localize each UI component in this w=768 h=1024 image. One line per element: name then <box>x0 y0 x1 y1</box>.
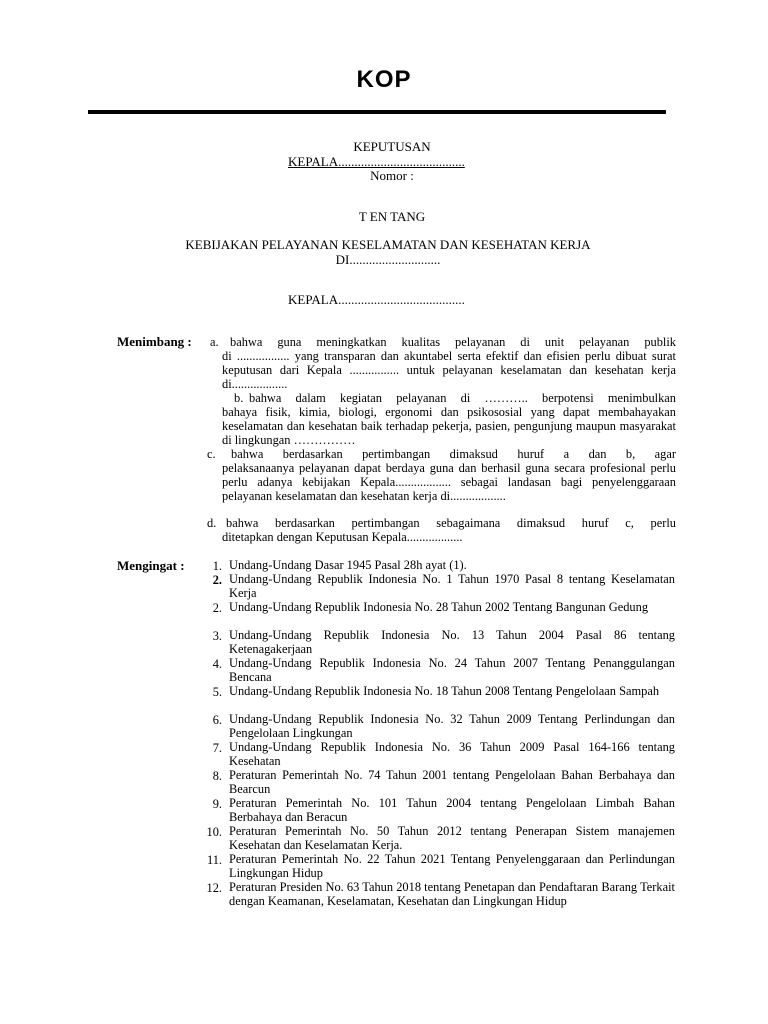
mengingat-num: 4. <box>212 657 222 671</box>
mengingat-num: 9. <box>212 797 222 811</box>
tentang-line: T EN TANG <box>358 209 426 224</box>
mengingat-num: 2. <box>212 573 222 587</box>
judul-line-1: KEBIJAKAN PELAYANAN KESELAMATAN DAN KESEHATAN KERJA <box>185 237 591 252</box>
mengingat-num: 3. <box>212 629 222 643</box>
mengingat-num: 2. <box>212 601 222 615</box>
mengingat-num: 8. <box>212 769 222 783</box>
keputusan-title: KEPUTUSAN <box>353 139 431 154</box>
mengingat-item: Peraturan Presiden No. 63 Tahun 2018 tentang Penetapan dan Pendaftaran Barang Terkait dengan Keamanan, Keselamatan, Kesehatan dan Lingkungan Hidup <box>229 880 675 908</box>
mengingat-item: Undang-Undang Republik Indonesia No. 32 Tahun 2009 Tentang Perlindungan dan Pengelolaan Lingkungan <box>229 712 675 740</box>
judul-line-2: DI............................ <box>335 252 441 267</box>
menimbang-item-d: bahwa berdasarkan pertimbangan sebagaimana dimaksud huruf c, perlu ditetapkan dengan Keputusan Kepala.................. <box>222 516 676 544</box>
nomor-line: Nomor : <box>370 168 414 183</box>
menimbang-letter-d: d. <box>207 516 217 530</box>
menimbang-item-c: bahwa berdasarkan pertimbangan dimaksud huruf a dan b, agar pelaksanaanya pelayanan dapat berdaya guna dan berhasil guna secara profesional perlu perlu adanya kebijakan Kepala.................. sebagai landasan bagi penyelenggaraan pelayanan keselamatan dan kesehatan kerja di.................. <box>222 447 676 503</box>
mengingat-item: Peraturan Pemerintah No. 22 Tahun 2021 Tentang Penyelenggaraan dan Perlindungan Lingkungan Hidup <box>229 852 675 880</box>
menimbang-item-b: bahwa dalam kegiatan pelayanan di ……….. berpotensi menimbulkan bahaya fisik, kimia, biologi, ergonomi dan psikososial yang dapat membahayakan keselamatan dan kesehatan baik terhadap pekerja, pasien, pengunjung maupun masyarakat di lingkungan …………… <box>222 391 676 447</box>
menimbang-letter-a: a. <box>210 335 219 349</box>
mengingat-num: 11. <box>206 853 222 867</box>
kop-divider <box>88 110 666 114</box>
kepala-line: KEPALA....................................... <box>288 154 465 169</box>
kop-heading: KOP <box>356 66 412 93</box>
mengingat-item: Undang-Undang Republik Indonesia No. 13 Tahun 2004 Pasal 86 tentang Ketenagakerjaan <box>229 628 675 656</box>
mengingat-item: Undang-Undang Republik Indonesia No. 24 Tahun 2007 Tentang Penanggulangan Bencana <box>229 656 675 684</box>
mengingat-item: Undang-Undang Republik Indonesia No. 28 Tahun 2002 Tentang Bangunan Gedung <box>229 600 649 614</box>
kepala-line-2: KEPALA....................................... <box>288 292 465 307</box>
mengingat-item: Undang-Undang Republik Indonesia No. 18 Tahun 2008 Tentang Pengelolaan Sampah <box>229 684 660 698</box>
mengingat-item: Peraturan Pemerintah No. 50 Tahun 2012 tentang Penerapan Sistem manajemen Kesehatan dan Keselamatan Kerja. <box>229 824 675 852</box>
mengingat-num: 10. <box>206 825 222 839</box>
mengingat-item: Undang-Undang Dasar 1945 Pasal 28h ayat (1). <box>229 558 467 572</box>
mengingat-num: 12. <box>206 881 222 895</box>
mengingat-num: 1. <box>212 559 222 573</box>
mengingat-num: 6. <box>212 713 222 727</box>
mengingat-label: Mengingat : <box>117 558 185 573</box>
mengingat-item: Undang-Undang Republik Indonesia No. 36 Tahun 2009 Pasal 164-166 tentang Kesehatan <box>229 740 675 768</box>
mengingat-num: 7. <box>212 741 222 755</box>
mengingat-item: Undang-Undang Republik Indonesia No. 1 Tahun 1970 Pasal 8 tentang Keselamatan Kerja <box>229 572 675 600</box>
mengingat-num: 5. <box>212 685 222 699</box>
mengingat-item: Peraturan Pemerintah No. 74 Tahun 2001 tentang Pengelolaan Bahan Berbahaya dan Bearcun <box>229 768 675 796</box>
mengingat-item: Peraturan Pemerintah No. 101 Tahun 2004 tentang Pengelolaan Limbah Bahan Berbahaya dan Beracun <box>229 796 675 824</box>
menimbang-item-a: bahwa guna meningkatkan kualitas pelayanan di unit pelayanan publik di ................. yang transparan dan akuntabel serta efektif dan efisien perlu dibuat surat keputusan dari Kepala ................ untuk pelayanan keselamatan dan kesehatan kerja di.................. <box>222 335 676 391</box>
menimbang-letter-b: b. <box>234 391 244 405</box>
menimbang-label: Menimbang : <box>117 334 192 349</box>
menimbang-letter-c: c. <box>207 447 216 461</box>
